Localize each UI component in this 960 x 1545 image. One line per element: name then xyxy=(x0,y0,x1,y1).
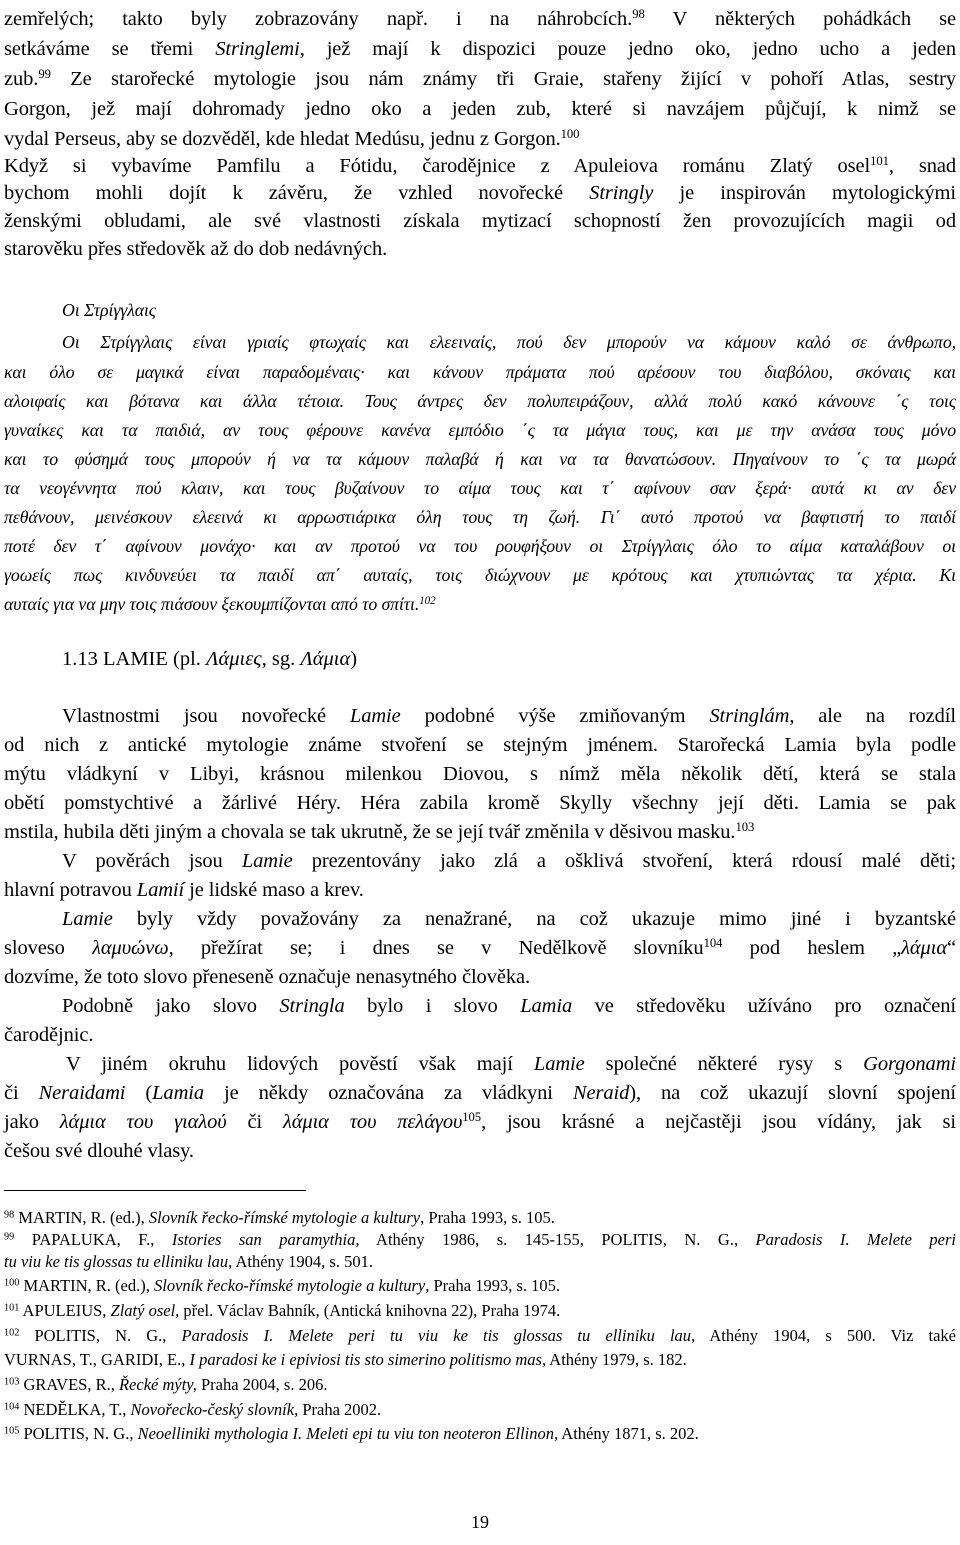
footnote-ref: 105 xyxy=(4,1425,20,1437)
footnote-ref: 100 xyxy=(4,1277,20,1289)
heading-text: 1.13 LAMIE (pl. xyxy=(62,648,207,670)
text-run: , jsou krásné a nejčastěji jsou vídány, jak si xyxy=(481,1111,957,1133)
text-line-p16 xyxy=(4,1140,956,1163)
text-run: V jiném okruhu lidových pověstí však mají xyxy=(66,1053,534,1075)
text-line-f98 xyxy=(4,1208,956,1228)
text-line-f99b xyxy=(4,1252,956,1272)
text-run: τα νεογέννητα πού κλαιν, και τους βυζαίνουν το αίμα τους και τ΄ αφίνουν σαν ξερά· αυτά κι αν δεν xyxy=(4,478,956,498)
text-run: bylo i slovo xyxy=(344,995,521,1017)
text-run: Athény 1871, s. 202. xyxy=(558,1424,699,1443)
text-line-l3 xyxy=(4,68,956,91)
text-run: γυναίκες και τα παιδιά, αν τους φέρουνε κανένα εμπόδιο ΄ς τα μάγια τους, και με την ανάσα τους μόνο xyxy=(4,420,956,440)
text-run: společné některé rysy s xyxy=(584,1053,864,1075)
text-run: mýtu vládkyní v Libyi, krásnou milenkou Diovou, s nímž měla několik dětí, která se stala xyxy=(4,763,956,785)
text-run: Vlastnostmi jsou novořecké xyxy=(62,705,350,727)
text-line-p14 xyxy=(4,1082,956,1105)
text-run: και όλο σε μαγικά είναι παραδομέναις· και κάνουν πράματα πού αρέσουν του διαβόλου, σκόναις και xyxy=(4,362,956,382)
text-run: I paradosi ke i epiviosi tis sto simerino politismo mas xyxy=(189,1350,542,1369)
text-line-p1 xyxy=(4,705,956,728)
text-run: , jež mají k dispozici pouze jedno oko, jedno ucho a jeden xyxy=(299,38,956,60)
text-line-p5 xyxy=(4,821,956,844)
text-run: Řecké mýty, xyxy=(118,1375,197,1394)
footnote-ref: 105 xyxy=(462,1110,482,1125)
text-run: Lamia xyxy=(152,1082,205,1104)
text-run: Neraidami xyxy=(38,1082,126,1104)
heading-singular: Λάμια xyxy=(300,648,351,670)
text-line-p4 xyxy=(4,792,956,815)
text-run: αυταίς για να μην τοις πιάσουν ξεκουμπίζονται από το σπίτι. xyxy=(4,594,420,614)
text-run: sloveso xyxy=(4,937,93,959)
text-line-g2 xyxy=(4,332,956,353)
text-run: pod heslem „ xyxy=(722,937,902,959)
text-line-f103 xyxy=(4,1375,956,1395)
text-line-f99a xyxy=(4,1230,956,1250)
heading-text-mid: , sg. xyxy=(261,648,301,670)
text-run: Podobně jako slovo xyxy=(62,995,280,1017)
text-line-p7 xyxy=(4,879,956,902)
footnote-ref: 103 xyxy=(4,1376,20,1388)
text-run: starověku přes středověk až do dob nedávných. xyxy=(4,238,388,260)
text-run: zemřelých; takto byly zobrazovány např. i na náhrobcích. xyxy=(4,8,633,30)
text-run: podobné výše zmiňovaným xyxy=(400,705,710,727)
text-run: “ xyxy=(947,937,956,959)
text-run: prezentovány jako zlá a ošklivá stvoření, která rdousí malé děti; xyxy=(292,850,956,872)
text-run: Lamia xyxy=(520,995,573,1017)
text-run: MARTIN, R. (ed.), xyxy=(14,1208,149,1227)
text-line-l4 xyxy=(4,98,956,121)
text-line-f102b xyxy=(4,1350,956,1370)
heading-plural: Λάμιες xyxy=(206,648,262,670)
text-run: Istories san paramythia, xyxy=(171,1230,360,1249)
text-run: , Praha 1993, s. 105. xyxy=(425,1276,560,1295)
text-run: ve středověku užíváno pro označení xyxy=(572,995,956,1017)
text-run: vydal Perseus, aby se dozvěděl, kde hledat Medúsu, jednu z Gorgon. xyxy=(4,128,561,150)
text-run: ženskými obludami, ale své vlastnosti získala mytizací schopností žen provozujících magii od xyxy=(4,210,956,232)
text-run: Praha 2002. xyxy=(298,1400,382,1419)
footnote-ref: 102 xyxy=(4,1327,20,1339)
text-run: hlavní potravou xyxy=(4,879,137,901)
text-run: mstila, hubila děti jiným a chovala se tak ukrutně, že se její tvář změnila v děsivou masku. xyxy=(4,821,736,843)
text-line-f101 xyxy=(4,1301,956,1321)
text-run: Paradosis I. Melete peri tu viu ke tis glossas tu elliniku lau xyxy=(181,1326,692,1345)
text-line-l2 xyxy=(4,38,956,61)
text-run: λάμια του γιαλού xyxy=(59,1111,227,1133)
text-run: bychom mohli dojít k závěru, že vzhled novořecké xyxy=(4,182,590,204)
text-run: Když si vybavíme Pamfilu a Fótidu, čarodějnice z Apuleiova románu Zlatý osel xyxy=(4,155,871,177)
text-run: Gorgonami xyxy=(863,1053,957,1075)
text-run: , přežírat se; i dnes se v Nedělkově slovníku xyxy=(168,937,704,959)
footnote-ref: 101 xyxy=(870,154,889,169)
text-run: Zlatý osel xyxy=(110,1301,176,1320)
text-run: je někdy označována za vládkyni xyxy=(204,1082,573,1104)
text-run: Paradosis I. Melete peri xyxy=(755,1230,957,1249)
text-run: , Praha 1993, s. 105. xyxy=(420,1208,555,1227)
section-heading xyxy=(62,648,357,671)
text-run: jako xyxy=(4,1111,60,1133)
footnote-ref: 103 xyxy=(735,820,755,835)
text-run: Neraid xyxy=(572,1082,630,1104)
text-run: VURNAS, T., GARIDI, E., xyxy=(4,1350,190,1369)
text-line-f105 xyxy=(4,1424,956,1444)
text-run: POLITIS, N. G., xyxy=(19,1424,138,1443)
text-run: λάμια xyxy=(901,937,947,959)
text-line-g8 xyxy=(4,507,956,528)
text-run: Ze starořecké mytologie jsou nám známy tři Graie, stařeny žijící v pohoří Atlas, sestry xyxy=(50,68,956,90)
text-line-g4 xyxy=(4,391,956,412)
footnote-ref: 99 xyxy=(38,67,51,82)
text-run: Lamií xyxy=(136,879,185,901)
text-run: POLITIS, N. G., xyxy=(19,1326,182,1345)
text-run: , Athény 1904, s. 501. xyxy=(228,1252,373,1271)
text-run: Athény 1986, s. 145-155, POLITIS, N. G., xyxy=(359,1230,756,1249)
text-line-f100 xyxy=(4,1276,956,1296)
text-line-l9 xyxy=(4,238,956,261)
text-run: tu viu ke tis glossas tu elliniku lau xyxy=(4,1252,229,1271)
footnote-ref: 98 xyxy=(632,7,645,22)
footnote-ref: 98 xyxy=(4,1209,15,1221)
text-run: dozvíme, že toto slovo přeneseně označuje nenasytného člověka. xyxy=(4,966,531,988)
text-run: αλοιφαίς και βότανα και άλλα τέτοια. Τους άντρες δεν πολυπειράζουν, αλλά πολύ κακό κάνουνε ΄ς τοις xyxy=(4,391,956,411)
text-run: Stringly xyxy=(589,182,654,204)
text-line-f102a xyxy=(4,1326,956,1346)
text-run: Lamie xyxy=(241,850,293,872)
text-run: , přel. Václav Bahník, (Antická knihovna 22), Praha 1974. xyxy=(175,1301,561,1320)
text-line-p13 xyxy=(4,1053,956,1076)
footnote-ref: 99 xyxy=(4,1231,15,1243)
text-run: Neoelliniki mythologia I. Meleti epi tu viu ton neoteron Ellinon, xyxy=(137,1424,559,1443)
text-run: λάμια του πελάγου xyxy=(282,1111,463,1133)
text-run: je lidské maso a krev. xyxy=(184,879,364,901)
text-run: Stringlemi xyxy=(215,38,300,60)
text-run: Οι Στρίγγλαις είναι γριαίς φτωχαίς και ελεειναίς, πού δεν μπορούν να κάμουν καλό σε άνθρωπο, xyxy=(62,332,956,352)
text-run: setkáváme se třemi xyxy=(4,38,216,60)
text-run: και το φύσημά τους μπορούν ή να τα κάμουν παλαβά ή και να τα θανατώσουν. Πηγαίνουν το ΄ς τα μωρά xyxy=(4,449,956,469)
text-run: Lamie xyxy=(533,1053,585,1075)
text-line-g7 xyxy=(4,478,956,499)
footnote-ref: 104 xyxy=(4,1401,20,1413)
text-line-p12 xyxy=(4,1024,956,1047)
text-run: od nich z antické mytologie známe stvoření se stejným jménem. Starořecká Lamia byla podle xyxy=(4,734,956,756)
text-run: , snad xyxy=(888,155,956,177)
text-line-l6 xyxy=(4,155,956,178)
text-line-g6 xyxy=(4,449,956,470)
text-run: čarodějnic. xyxy=(4,1024,94,1046)
text-run: PAPALUKA, F., xyxy=(14,1230,172,1249)
text-line-p15 xyxy=(4,1111,956,1134)
text-run: zub. xyxy=(4,68,39,90)
text-run: Novořecko-český slovník, xyxy=(130,1400,299,1419)
text-line-g1 xyxy=(4,300,956,321)
text-line-p9 xyxy=(4,937,956,960)
text-line-p3 xyxy=(4,763,956,786)
text-line-f104 xyxy=(4,1400,956,1420)
text-run: či xyxy=(226,1111,283,1133)
text-line-p10 xyxy=(4,966,956,989)
text-line-g9 xyxy=(4,536,956,557)
text-run: NEDĚLKA, T., xyxy=(19,1400,131,1419)
text-run: V některých pohádkách se xyxy=(644,8,956,30)
text-line-p8 xyxy=(4,908,956,931)
text-run: byly vždy považovány za nenažrané, na což ukazuje mimo jiné i byzantské xyxy=(112,908,956,930)
text-line-g11 xyxy=(4,594,956,615)
text-run: ), na což ukazují slovní spojení xyxy=(629,1082,956,1104)
text-run: Slovník řecko-římské mytologie a kultury xyxy=(148,1208,421,1227)
text-line-l7 xyxy=(4,182,956,205)
text-run: Stringla xyxy=(279,995,345,1017)
text-run: obětí pomstychtivé a žárlivé Héry. Héra zabila kromě Skylly všechny její děti. Lamia se pak xyxy=(4,792,956,814)
text-run: Praha 2004, s. 206. xyxy=(196,1375,328,1394)
heading-text-end: ) xyxy=(350,648,358,670)
text-run: je inspirován mytologickými xyxy=(653,182,957,204)
text-run: ( xyxy=(125,1082,153,1104)
page-number: 19 xyxy=(471,1512,489,1532)
text-run: Stringlám xyxy=(709,705,790,727)
footnote-ref: 104 xyxy=(703,936,723,951)
text-run: , Athény 1904, s 500. Viz také xyxy=(691,1326,956,1345)
text-run: , ale na rozdíl xyxy=(789,705,956,727)
footnote-ref: 101 xyxy=(4,1302,20,1314)
text-run: Οι Στρίγγλαις xyxy=(62,300,156,320)
text-line-g3 xyxy=(4,362,956,383)
text-line-g5 xyxy=(4,420,956,441)
text-run: V pověrách jsou xyxy=(62,850,242,872)
text-run: Gorgon, jež mají dohromady jedno oko a jeden zub, které si navzájem půjčují, k nimž se xyxy=(4,98,956,120)
text-run: γοωείς πως κινδυνεύει τα παιδί απ΄ αυταίς, τοις διώχνουν με κρότους και χτυπιώντας τα χέρια. Κι xyxy=(4,565,956,585)
text-run: ποτέ δεν τ΄ αφίνουν μονάχο· και αν προτού να του ρουφήξουν οι Στρίγγλαις όλο το αίμα καταλάβουν οι xyxy=(4,536,956,556)
text-line-l8 xyxy=(4,210,956,233)
text-run: λαμυώνω xyxy=(92,937,169,959)
text-run: MARTIN, R. (ed.), xyxy=(19,1276,154,1295)
footnote-ref: 100 xyxy=(560,127,580,142)
text-run: češou své dlouhé vlasy. xyxy=(4,1140,194,1162)
footnote-ref: 102 xyxy=(419,594,436,607)
text-run: APULEIUS, xyxy=(19,1301,111,1320)
text-run: Lamie xyxy=(349,705,401,727)
text-line-p2 xyxy=(4,734,956,757)
text-run: Slovník řecko-římské mytologie a kultury xyxy=(154,1276,426,1295)
text-run: Lamie xyxy=(62,908,113,930)
text-line-p11 xyxy=(4,995,956,1018)
text-line-g10 xyxy=(4,565,956,586)
text-run: πεθάνουν, μεινέσκουν ελεεινά κι αρρωστιάρικα όλη τους τη ζωή. Γι΄ αυτό προτού να βαφτιστή το παιδί xyxy=(4,507,956,527)
text-run: či xyxy=(4,1082,39,1104)
text-line-l1 xyxy=(4,8,956,31)
footnote-separator xyxy=(4,1190,306,1191)
text-line-l5 xyxy=(4,128,956,151)
text-run: GRAVES, R., xyxy=(19,1375,119,1394)
text-run: , Athény 1979, s. 182. xyxy=(541,1350,687,1369)
text-line-p6 xyxy=(4,850,956,873)
